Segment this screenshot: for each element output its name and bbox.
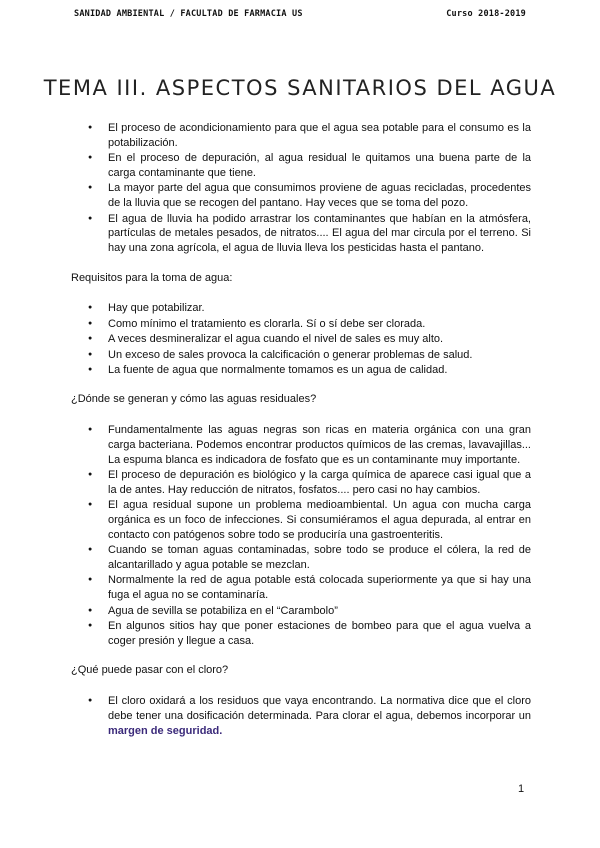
requisitos-list [71,301,531,377]
section-heading-residuales: ¿Dónde se generan y cómo las aguas residuales? [71,393,317,406]
document-body [71,121,531,739]
list-item: ● Un exceso de sales provoca la calcificación o generar problemas de salud. [108,348,531,363]
section-heading-cloro: ¿Qué puede pasar con el cloro? [71,664,229,677]
list-item: ● En el proceso de depuración, al agua residual le quitamos una buena parte de la carga contaminante que tiene. [108,151,531,181]
cloro-bullet-text: El cloro oxidará a los residuos que vaya encontrando. La normativa dice que el cloro debe tener una dosificación determinada. Para clorar el agua, debemos incorporar un [108,695,531,722]
intro-list [71,121,531,256]
page-number: 1 [518,783,525,795]
list-item: ● La fuente de agua que normalmente tomamos es un agua de calidad. [108,363,531,378]
list-item: ● El agua residual supone un problema medioambiental. Un agua con mucha carga orgánica es un foco de infecciones. Si consumiéramos el agua depurada, al entrar en contacto con patógenos sobre todo se produciría una gastroenteritis. [108,498,531,542]
page-title: TEMA III. ASPECTOS SANITARIOS DEL AGUA [43,76,557,100]
list-item: ● El proceso de acondicionamiento para que el agua sea potable para el consumo es la potabilización. [108,121,531,151]
highlighted-term: margen de seguridad [108,724,220,737]
list-item: ● Como mínimo el tratamiento es clorarla. Sí o sí debe ser clorada. [108,317,531,332]
header-course-text: Curso 2018-2019 [446,9,526,19]
highlight-period: . [219,724,223,737]
section-heading-requisitos: Requisitos para la toma de agua: [71,271,233,284]
residuales-list [71,423,531,649]
page-header [74,9,526,19]
list-item: ● Hay que potabilizar. [108,301,531,316]
list-item: ● A veces desmineralizar el agua cuando el nivel de sales es muy alto. [108,332,531,347]
cloro-list [71,694,531,738]
header-left-text: SANIDAD AMBIENTAL / FACULTAD DE FARMACIA US [74,9,303,19]
list-item: ● En algunos sitios hay que poner estaciones de bombeo para que el agua vuelva a coger presión y llegue a casa. [108,619,531,649]
list-item: ● Fundamentalmente las aguas negras son ricas en materia orgánica con una gran carga bacteriana. Podemos encontrar productos químicos de las cremas, lavavajillas... La espuma blanca es indicadora de fosfato que es un contaminante muy importante. [108,423,531,467]
list-item: ● Cuando se toman aguas contaminadas, sobre todo se produce el cólera, la red de alcantarillado y agua potable se mezclan. [108,543,531,573]
list-item: ● Normalmente la red de agua potable está colocada superiormente ya que si hay una fuga el agua no se contaminaría. [108,573,531,603]
list-item: ● El agua de lluvia ha podido arrastrar los contaminantes que habían en la atmósfera, partículas de metales pesados, de nitratos.... El agua del mar circula por el terreno. Si hay una zona agrícola, el agua de lluvia lleva los pesticidas hasta el pantano. [108,212,531,256]
list-item: ● El proceso de depuración es biológico y la carga química de aparece casi igual que a la de antes. Hay reducción de nitratos, fosfatos.... pero casi no hay cambios. [108,468,531,498]
list-item: ● Agua de sevilla se potabiliza en el “Carambolo” [108,604,531,619]
list-item [108,694,531,738]
list-item: ● La mayor parte del agua que consumimos proviene de aguas recicladas, procedentes de la lluvia que se recogen del pantano. Hay veces que se toma del pozo. [108,181,531,211]
